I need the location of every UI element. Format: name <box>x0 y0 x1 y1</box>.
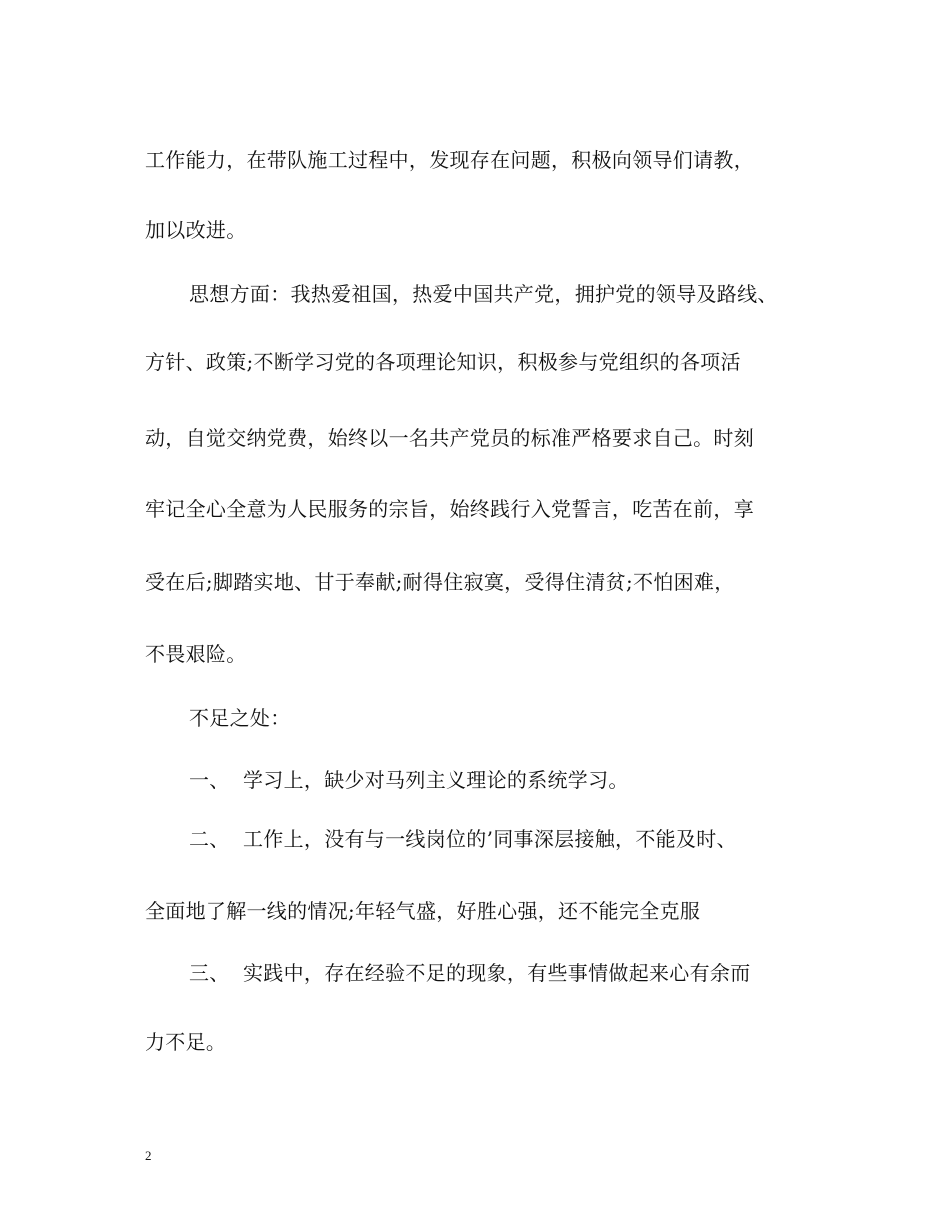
list-item <box>189 827 737 851</box>
paragraph-first-line: 思想方面：我热爱祖国，热爱中国共产党，拥护党的领导及路线、 <box>189 282 778 306</box>
list-item-text: 实践中，存在经验不足的现象，有些事情做起来心有余而 <box>243 961 751 985</box>
text-line: 加以改进。 <box>145 218 247 242</box>
text-line: 力不足。 <box>145 1030 227 1054</box>
text-line: 动，自觉交纳党费，始终以一名共产党员的标准严格要求自己。时刻 <box>145 426 754 450</box>
text-line: 不畏艰险。 <box>145 642 247 666</box>
text-line: 受在后;脚踏实地、甘于奉献;耐得住寂寞，受得住清贫;不怕困难， <box>145 570 735 594</box>
text-line: 全面地了解一线的情况;年轻气盛，好胜心强，还不能完全克服 <box>145 899 701 923</box>
list-item-text: 工作上，没有与一线岗位的’同事深层接触，不能及时、 <box>243 827 737 851</box>
list-item <box>189 768 629 792</box>
list-item <box>189 961 751 985</box>
list-number: 一、 <box>189 768 230 792</box>
page-number: 2 <box>145 1148 152 1163</box>
list-number: 二、 <box>189 827 230 851</box>
text-line: 方针、政策;不断学习党的各项理论知识，积极参与党组织的各项活 <box>145 350 741 374</box>
section-heading: 不足之处： <box>189 706 291 730</box>
list-item-text: 学习上，缺少对马列主义理论的系统学习。 <box>243 768 629 792</box>
list-number: 三、 <box>189 961 230 985</box>
text-line: 工作能力，在带队施工过程中，发现存在问题，积极向领导们请教， <box>145 148 754 172</box>
text-line: 牢记全心全意为人民服务的宗旨，始终践行入党誓言，吃苦在前，享 <box>145 497 754 521</box>
